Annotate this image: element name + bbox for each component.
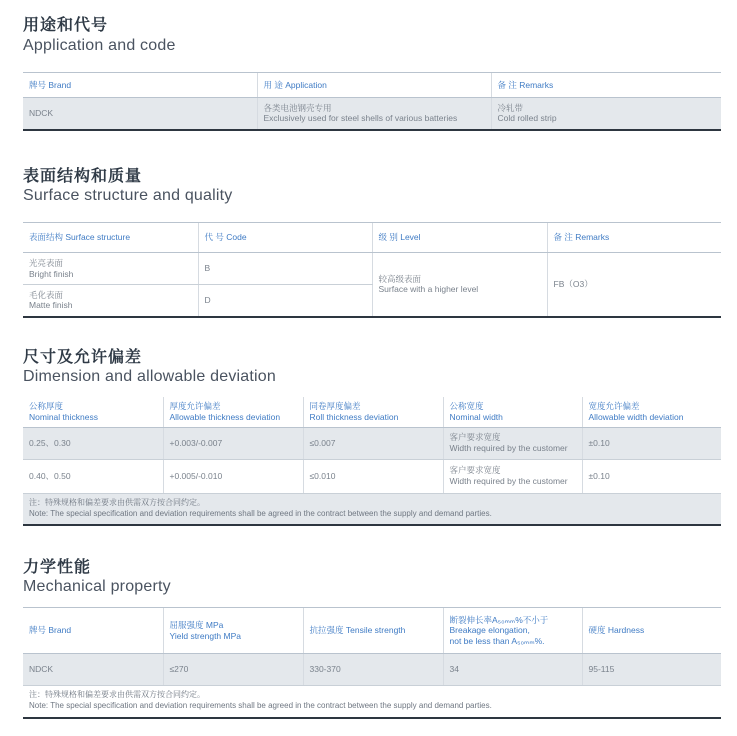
header-remarks: 备 注 Remarks: [547, 223, 721, 253]
section-title-en: Application and code: [23, 37, 176, 54]
header-cn: 屈服强度 MPa: [169, 619, 224, 630]
table-row: [23, 459, 721, 493]
code-cell: D: [198, 285, 372, 317]
header-cn: 同卷厚度偏差: [309, 401, 361, 412]
level-cn: 较高级表面: [378, 273, 422, 284]
surface-cn: 毛化表面: [29, 289, 64, 300]
header-hardness: 硬度 Hardness: [582, 608, 721, 654]
width-tolerance-cell: ±0.10: [582, 427, 721, 459]
header-brand: 牌号 Brand: [23, 73, 257, 98]
level-en: Surface with a higher level: [378, 284, 479, 295]
application-cn: 各类电池钢壳专用: [263, 102, 332, 113]
hardness-cell: 95-115: [582, 654, 721, 686]
header-cn: 公称宽度: [449, 401, 484, 412]
section-title-en: Surface structure and quality: [23, 187, 233, 204]
tensile-cell: 330-370: [303, 654, 443, 686]
remarks-en: Cold rolled strip: [497, 113, 557, 124]
tolerance-cell: +0.005/-0.010: [163, 459, 303, 493]
surface-remarks-cell: FB（O3）: [547, 253, 721, 317]
header-en: Nominal thickness: [29, 411, 98, 422]
application-table: [23, 72, 721, 131]
header-en: Roll thickness deviation: [309, 411, 399, 422]
elongation-cell: 34: [443, 654, 582, 686]
note-en: Note: The special specification and deviation requirements shall be agreed in the contract between the supply and demand parties.: [29, 701, 492, 711]
roll-deviation-cell: ≤0.010: [303, 459, 443, 493]
header-thickness-deviation: [163, 397, 303, 427]
header-surface-structure: 表面结构 Surface structure: [23, 223, 198, 253]
table-row: [23, 654, 721, 686]
width-cell: [443, 427, 582, 459]
header-application: 用 途 Application: [257, 73, 491, 98]
surface-en: Matte finish: [29, 300, 73, 311]
width-cn: 客户要求宽度: [449, 432, 501, 443]
header-nominal-thickness: [23, 397, 163, 427]
level-cell: [372, 253, 547, 317]
remarks-cn: 冷轧带: [497, 102, 524, 113]
table-row: [23, 427, 721, 459]
code-cell: B: [198, 253, 372, 285]
header-yield-strength: [163, 608, 303, 654]
header-en: Nominal width: [449, 411, 503, 422]
roll-deviation-cell: ≤0.007: [303, 427, 443, 459]
header-brand: 牌号 Brand: [23, 608, 163, 654]
note-cn: 注：特殊规格和偏差要求由供需双方按合同约定。: [29, 690, 205, 700]
surface-cn: 光亮表面: [29, 257, 64, 268]
surface-cell: [23, 285, 198, 317]
section-title-en: Dimension and allowable deviation: [23, 368, 276, 385]
header-elongation: [443, 608, 582, 654]
header-cn: 宽度允许偏差: [588, 401, 640, 412]
header-roll-deviation: [303, 397, 443, 427]
note-cell: [23, 686, 721, 718]
note-cn: 注：特殊规格和偏差要求由供需双方按合同约定。: [29, 497, 205, 507]
header-code: 代 号 Code: [198, 223, 372, 253]
section-title-cn: 力学性能: [23, 557, 92, 576]
note-en: Note: The special specification and deviation requirements shall be agreed in the contract between the supply and demand parties.: [29, 508, 492, 518]
header-en: Allowable thickness deviation: [169, 411, 281, 422]
width-tolerance-cell: ±0.10: [582, 459, 721, 493]
tolerance-cell: +0.003/-0.007: [163, 427, 303, 459]
header-cn: 公称厚度: [29, 401, 64, 412]
width-cn: 客户要求宽度: [449, 465, 501, 476]
mechanical-table: [23, 607, 721, 719]
application-cell: [257, 98, 491, 130]
brand-cell: NDCK: [23, 654, 163, 686]
header-nominal-width: [443, 397, 582, 427]
width-en: Width required by the customer: [449, 443, 568, 453]
header-en: not be less than A₅₀ₘₘ%.: [449, 635, 545, 646]
dimension-table: [23, 397, 721, 526]
header-width-deviation: [582, 397, 721, 427]
brand-cell: NDCK: [29, 107, 54, 118]
thickness-cell: 0.25、0.30: [23, 427, 163, 459]
width-en: Width required by the customer: [449, 476, 568, 486]
surface-cell: [23, 253, 198, 285]
section-title-cn: 用途和代号: [23, 15, 109, 34]
surface-table: [23, 222, 721, 318]
header-en: Yield strength MPa: [169, 630, 241, 641]
section-title-cn: 尺寸及允许偏差: [23, 347, 143, 366]
header-cn: 断裂伸长率A₅₀ₘₘ%不小于: [449, 614, 549, 625]
header-en: Allowable width deviation: [588, 411, 684, 422]
width-cell: [443, 459, 582, 493]
note-cell: [23, 493, 721, 525]
header-cn: 厚度允许偏差: [169, 401, 221, 412]
section-title-cn: 表面结构和质量: [23, 166, 143, 185]
header-tensile-strength: 抗拉强度 Tensile strength: [303, 608, 443, 654]
thickness-cell: 0.40、0.50: [23, 459, 163, 493]
header-level: 级 别 Level: [372, 223, 547, 253]
remarks-cell: [491, 98, 721, 130]
header-en: Breakage elongation,: [449, 625, 530, 636]
application-en: Exclusively used for steel shells of various batteries: [263, 113, 458, 124]
header-remarks: 备 注 Remarks: [491, 73, 721, 98]
yield-cell: ≤270: [163, 654, 303, 686]
section-title-en: Mechanical property: [23, 578, 171, 595]
surface-en: Bright finish: [29, 268, 74, 279]
